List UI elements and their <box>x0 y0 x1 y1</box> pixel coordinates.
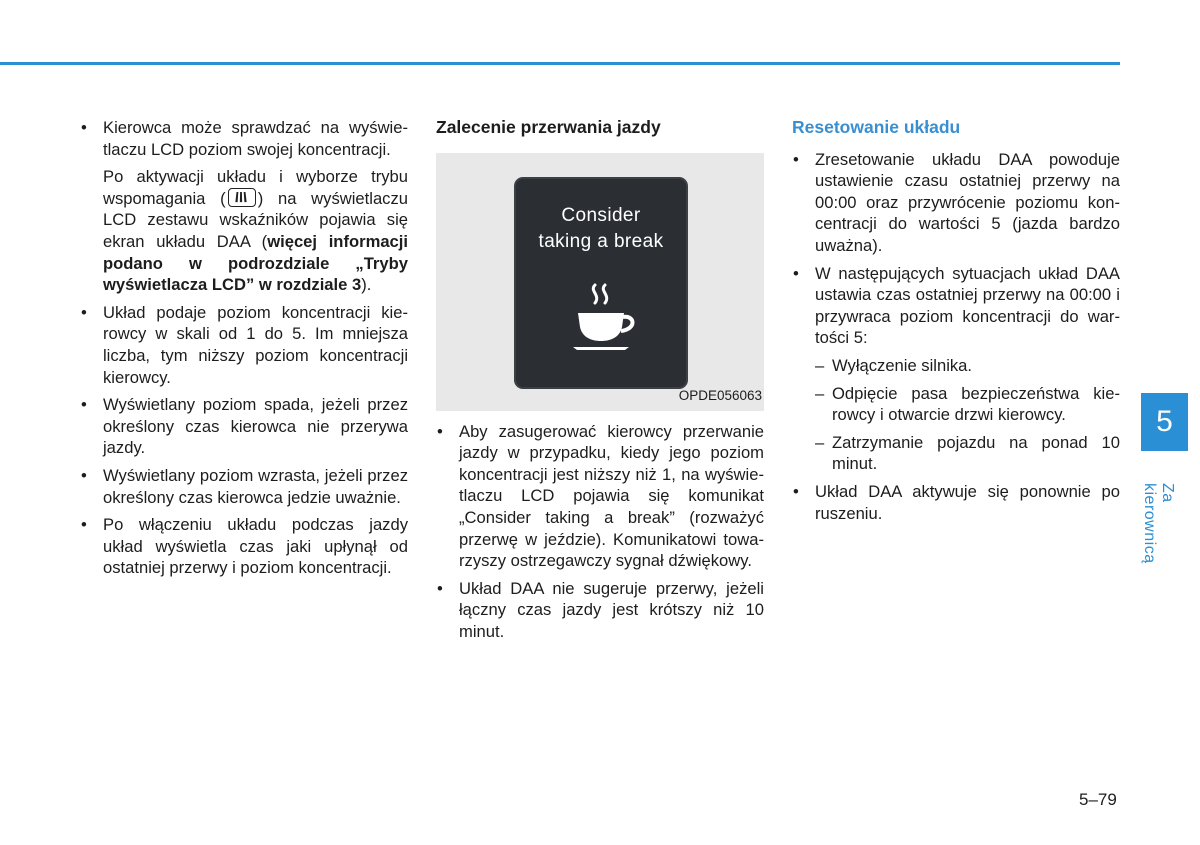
lcd-figure <box>436 153 764 411</box>
bullet-min-driving-time: • Układ DAA nie sugeruje przerwy, jeżeli łączny czas jazdy jest krótszy niż 10 minut. <box>436 578 764 643</box>
lcd-screen <box>514 177 688 389</box>
bullet-reactivation: • Układ DAA aktywuje się ponownie po ruszeniu. <box>792 481 1120 524</box>
chapter-title: Za kierownicą <box>1141 483 1176 564</box>
daa-mode-icon <box>228 188 256 207</box>
page-number: 5–79 <box>1079 790 1117 809</box>
bullet-reset-conditions: • W następujących sytuacjach układ DAA ustawia czas ostatniej przerwy na 00:00 i przywraca poziom koncentracji do wartości 5: <box>792 263 1120 349</box>
dash-seatbelt-door: – Odpięcie pasa bezpieczeństwa kierowcy i otwarcie drzwi kierowcy. <box>792 383 1120 426</box>
column-2 <box>436 117 764 649</box>
cross-reference: więcej informacji podano w podrozdziale „Tryby wyświetlacza LCD” w rozdziale 3 <box>103 231 408 295</box>
dash-engine-off: – Wyłączenie silnika. <box>792 355 1120 377</box>
bullet-concentration-display: • Kierowca może sprawdzać na wyświetlaczu LCD poziom swojej koncentracji. <box>80 117 408 160</box>
section-heading-reset: Resetowanie układu <box>792 117 961 137</box>
figure-code: OPDE056063 <box>678 388 762 403</box>
chapter-tab: 5 <box>1141 393 1188 451</box>
bullet-reset-effect: • Zresetowanie układu DAA powoduje ustawienie czasu ostatniej przerwy na 00:00 oraz przywrócenie poziomu koncentracji do wartości 5 (jazda bardzo uważna). <box>792 149 1120 257</box>
paragraph-activation: Po aktywacji układu i wyborze trybu wspomagania ( ) na wyświetlaczu LCD zestawu wskaźników pojawia się ekran układu DAA (więcej informacji podano w podrozdziale „Tryby wyświetlacza LCD” w rozdziale 3). <box>103 167 409 295</box>
bullet-break-suggestion: • Aby zasugerować kierowcy przerwanie jazdy w przypadku, kiedy jego poziom koncentracji jest niższy niż 1, na wyświetlaczu LCD pojawia się komunikat „Consider taking a break” (rozważyć przerwę w jeździe). Komunikatowi towarzyszy ostrzegawczy sygnał dźwiękowy. <box>436 421 764 572</box>
dash-vehicle-stopped: – Zatrzymanie pojazdu na ponad 10 minut. <box>792 432 1120 475</box>
header-rule <box>0 62 1120 65</box>
lcd-message: Consider taking a break <box>538 204 664 252</box>
bullet-level-rises: • Wyświetlany poziom wzrasta, jeżeli przez określony czas kierowca jedzie uważnie. <box>80 465 408 508</box>
bullet-scale: • Układ podaje poziom koncentracji kierowcy w skali od 1 do 5. Im mniejsza liczba, tym niższy poziom koncentracji kierowcy. <box>80 302 408 388</box>
bullet-display-on-start: • Po włączeniu układu podczas jazdy układ wyświetla czas jaki upłynął od ostatniej przerwy i poziom koncentracji. <box>80 514 408 579</box>
coffee-cup-icon <box>571 277 641 357</box>
section-heading-break: Zalecenie przerwania jazdy <box>436 117 661 137</box>
column-3 <box>792 117 1120 530</box>
column-1 <box>80 117 408 585</box>
bullet-level-drops: • Wyświetlany poziom spada, jeżeli przez określony czas kierowca nie przerywa jazdy. <box>80 394 408 459</box>
